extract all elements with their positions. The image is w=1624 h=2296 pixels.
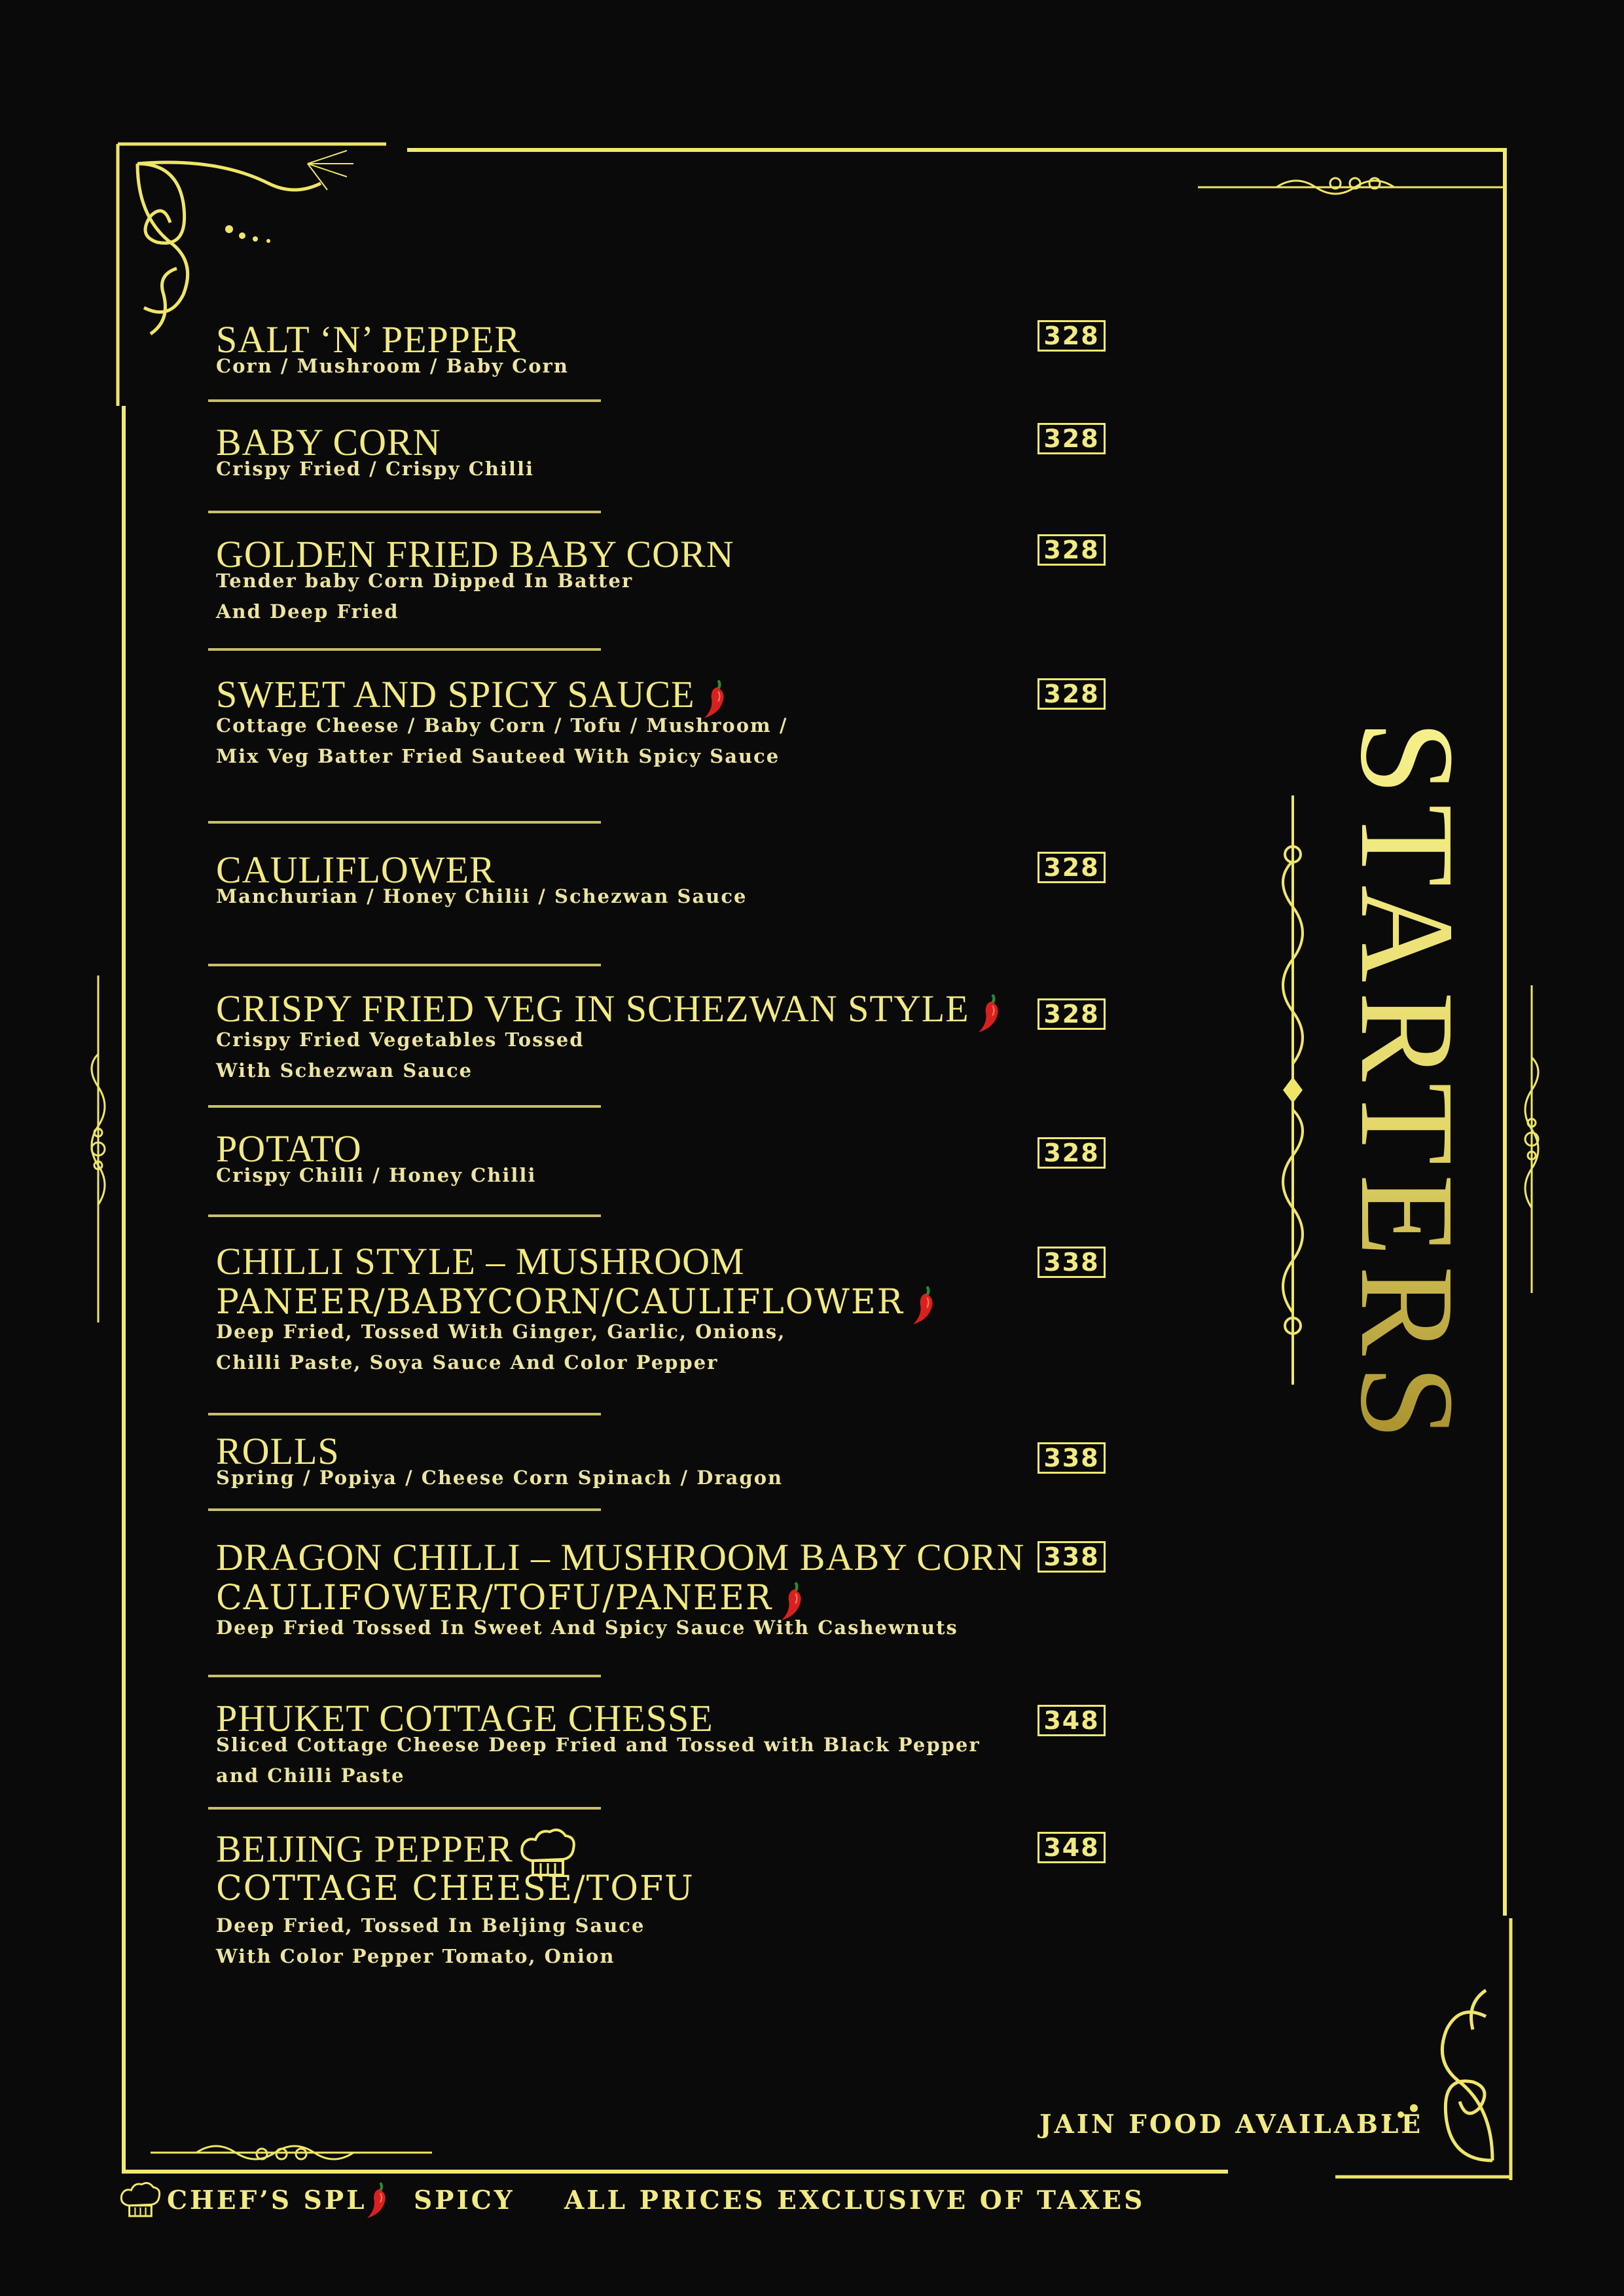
side-flourish-left xyxy=(79,975,118,1322)
item-separator xyxy=(208,1105,601,1108)
menu-item-dragon-chilli xyxy=(216,1537,1132,1643)
item-price: 328 xyxy=(1038,1137,1106,1169)
menu-item-chilli-style xyxy=(216,1241,1132,1378)
item-desc: Spring / Popiya / Cheese Corn Spinach / Dragon xyxy=(216,1467,784,1489)
item-desc: Deep Fried, Tossed With Ginger, Garlic, Onions, xyxy=(216,1320,786,1343)
item-separator xyxy=(208,648,601,651)
item-price: 338 xyxy=(1038,1442,1106,1474)
menu-item-cauliflower xyxy=(216,850,1132,912)
item-name: POTATO xyxy=(216,1127,362,1170)
item-price: 328 xyxy=(1038,852,1106,883)
item-separator xyxy=(208,1675,601,1677)
item-desc: Manchurian / Honey Chilii / Schezwan Sauce xyxy=(216,885,748,907)
item-desc: Deep Fried Tossed In Sweet And Spicy Sauce With Cashewnuts xyxy=(216,1616,958,1639)
item-desc: Crispy Fried / Crispy Chilli xyxy=(216,458,534,480)
side-flourish-right xyxy=(1512,985,1551,1293)
bottom-left-divider-flourish xyxy=(151,2140,432,2166)
item-desc-line2: And Deep Fried xyxy=(216,600,399,623)
item-desc: Tender baby Corn Dipped In Batter xyxy=(216,570,634,592)
top-right-divider-flourish xyxy=(1198,172,1506,198)
item-desc: Deep Fried, Tossed In Beljing Sauce xyxy=(216,1914,645,1937)
item-name-line2: PANEER/BABYCORN/CAULIFLOWER xyxy=(216,1283,904,1322)
tax-note: ALL PRICES EXCLUSIVE OF TAXES xyxy=(564,2185,1146,2215)
menu-item-potato xyxy=(216,1129,1132,1191)
chef-special-icon xyxy=(118,2180,161,2219)
corner-flourish-bottom-right xyxy=(1335,1912,1519,2187)
item-separator xyxy=(208,1807,601,1810)
item-price: 328 xyxy=(1038,423,1106,454)
frame-left xyxy=(122,406,126,2174)
frame-top xyxy=(407,148,1507,152)
item-separator xyxy=(208,1413,601,1415)
menu-item-phuket-cottage-chesse xyxy=(216,1698,1132,1791)
frame-bottom xyxy=(122,2170,1228,2174)
chef-special-label: CHEF’S SPL xyxy=(167,2185,367,2215)
item-price: 328 xyxy=(1038,998,1106,1030)
item-price: 328 xyxy=(1038,678,1106,710)
item-name-line2: CAULIFOWER/TOFU/PANEER xyxy=(216,1578,773,1618)
item-name: BEIJING PEPPER xyxy=(216,1827,513,1870)
item-separator xyxy=(208,821,601,824)
menu-item-beijing-pepper xyxy=(216,1827,1132,1972)
spicy-legend-icon xyxy=(364,2180,391,2219)
title-vertical-flourish xyxy=(1270,795,1316,1385)
item-price: 338 xyxy=(1038,1541,1106,1573)
menu-item-salt-n-pepper xyxy=(216,319,1132,382)
item-desc: Corn / Mushroom / Baby Corn xyxy=(216,355,569,377)
frame-right xyxy=(1503,148,1507,1916)
item-desc: Cottage Cheese / Baby Corn / Tofu / Mushroom / xyxy=(216,714,788,737)
item-price: 348 xyxy=(1038,1832,1106,1863)
item-desc-line2: With Schezwan Sauce xyxy=(216,1059,473,1082)
item-separator xyxy=(208,1214,601,1217)
menu-item-sweet-and-spicy-sauce xyxy=(216,674,1132,772)
jain-food-note: JAIN FOOD AVAILABLE xyxy=(1039,2109,1424,2140)
section-title: STARTERS xyxy=(1355,720,1460,1453)
item-name: CRISPY FRIED VEG IN SCHEZWAN STYLE xyxy=(216,987,969,1030)
item-price: 328 xyxy=(1038,534,1106,566)
item-desc: Crispy Fried Vegetables Tossed xyxy=(216,1028,585,1051)
spicy-chili-icon xyxy=(909,1284,939,1326)
item-name: SALT ‘N’ PEPPER xyxy=(216,318,521,361)
spicy-chili-icon xyxy=(975,992,1005,1034)
item-separator xyxy=(208,511,601,513)
item-name: CHILLI STYLE – MUSHROOM xyxy=(216,1240,745,1283)
item-name: CAULIFLOWER xyxy=(216,848,496,891)
item-price: 348 xyxy=(1038,1705,1106,1736)
menu-item-rolls xyxy=(216,1431,1132,1493)
item-name: BABY CORN xyxy=(216,421,441,464)
item-name: DRAGON CHILLI – MUSHROOM BABY CORN xyxy=(216,1536,1025,1578)
menu-item-baby-corn xyxy=(216,422,1132,484)
spicy-label: SPICY xyxy=(414,2185,515,2215)
item-separator xyxy=(208,399,601,402)
item-desc: Sliced Cottage Cheese Deep Fried and Tossed with Black Pepper xyxy=(216,1734,981,1756)
menu-item-crispy-fried-veg-schezwan xyxy=(216,989,1132,1086)
item-separator xyxy=(208,964,601,966)
item-desc-line2: Mix Veg Batter Fried Sauteed With Spicy Sauce xyxy=(216,744,780,767)
item-desc-line2: Chilli Paste, Soya Sauce And Color Pepper xyxy=(216,1351,719,1374)
item-name: SWEET AND SPICY SAUCE xyxy=(216,673,695,716)
item-name: PHUKET COTTAGE CHESSE xyxy=(216,1697,713,1740)
item-name: ROLLS xyxy=(216,1430,340,1472)
menu-item-golden-fried-baby-corn xyxy=(216,534,1132,627)
item-separator xyxy=(208,1508,601,1511)
item-name-line2: COTTAGE CHEESE/TOFU xyxy=(216,1869,695,1908)
item-price: 338 xyxy=(1038,1247,1106,1278)
item-desc-line2: and Chilli Paste xyxy=(216,1764,405,1787)
item-name: GOLDEN FRIED BABY CORN xyxy=(216,533,734,575)
item-price: 328 xyxy=(1038,320,1106,352)
item-desc: Crispy Chilli / Honey Chilli xyxy=(216,1164,537,1186)
item-desc-line2: With Color Pepper Tomato, Onion xyxy=(216,1945,615,1967)
